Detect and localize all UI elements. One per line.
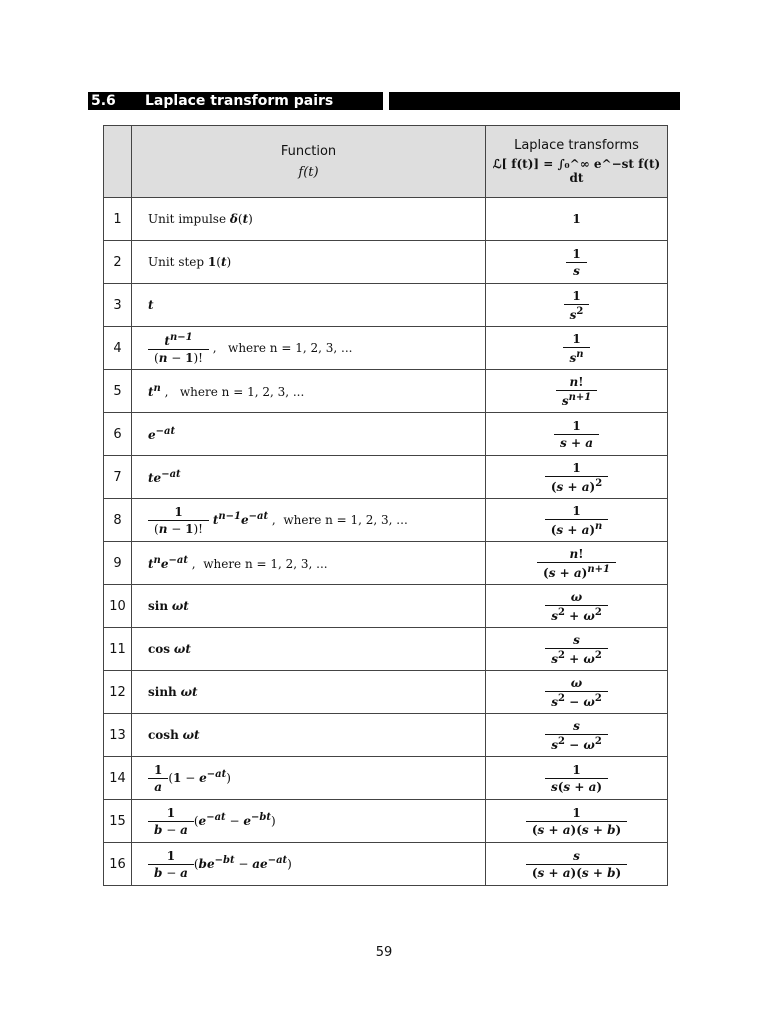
row-number: 11 bbox=[104, 628, 132, 671]
function-cell: sin ωt bbox=[132, 585, 486, 628]
header-transform-label: Laplace transforms bbox=[514, 138, 639, 153]
function-cell: cosh ωt bbox=[132, 714, 486, 757]
header-function-cell bbox=[132, 126, 486, 198]
row-number: 10 bbox=[104, 585, 132, 628]
table-row bbox=[104, 714, 668, 757]
section-heading-bar bbox=[88, 92, 680, 110]
transform-cell: 1 bbox=[486, 198, 668, 241]
row-number: 6 bbox=[104, 413, 132, 456]
row-number: 4 bbox=[104, 327, 132, 370]
table-row bbox=[104, 198, 668, 241]
function-cell: $te^{-at}$ bbox=[132, 456, 486, 499]
table-row bbox=[104, 456, 668, 499]
section-title: Laplace transform pairs bbox=[145, 93, 334, 109]
function-cell: $t^ne^{-at}$ , where n = 1, 2, 3, ... bbox=[132, 542, 486, 585]
function-cell: $\frac{1}{b - a}$ $(e^{-at} - e^{-bt})$ bbox=[132, 800, 486, 843]
transform-cell: $\frac{1}{s^2}$ bbox=[486, 284, 668, 327]
header-function-symbol: f(t) bbox=[298, 164, 319, 180]
table-row bbox=[104, 800, 668, 843]
function-cell: sinh ωt bbox=[132, 671, 486, 714]
row-number: 5 bbox=[104, 370, 132, 413]
table-row bbox=[104, 284, 668, 327]
header-number-cell bbox=[104, 126, 132, 198]
table-body bbox=[104, 198, 668, 886]
function-cell: Unit impulse δ(t) bbox=[132, 198, 486, 241]
header-transform-definition: ℒ[ f(t)] = ∫₀^∞ e^−st f(t) dt bbox=[492, 157, 661, 185]
transform-cell: $\frac{\omega}{s^2 - \omega^2}$ bbox=[486, 671, 668, 714]
table-row bbox=[104, 499, 668, 542]
heading-bar-gap bbox=[383, 92, 389, 110]
table-row bbox=[104, 628, 668, 671]
table-row bbox=[104, 370, 668, 413]
page-number: 59 bbox=[375, 945, 393, 960]
laplace-table bbox=[103, 125, 668, 886]
row-number: 15 bbox=[104, 800, 132, 843]
transform-cell: $\frac{1}{(s + a)^2}$ bbox=[486, 456, 668, 499]
function-cell: cos ωt bbox=[132, 628, 486, 671]
transform-cell: $\frac{s}{s^2 + \omega^2}$ bbox=[486, 628, 668, 671]
table-row bbox=[104, 542, 668, 585]
transform-cell: $\frac{1}{(s + a)^n}$ bbox=[486, 499, 668, 542]
transform-cell: $\frac{1}{s}$ bbox=[486, 241, 668, 284]
row-number: 2 bbox=[104, 241, 132, 284]
row-number: 14 bbox=[104, 757, 132, 800]
row-number: 9 bbox=[104, 542, 132, 585]
table-row bbox=[104, 241, 668, 284]
header-function-label: Function bbox=[280, 143, 337, 159]
table-row bbox=[104, 843, 668, 886]
transform-cell: $\frac{n!}{(s + a)^{n+1}}$ bbox=[486, 542, 668, 585]
row-number: 3 bbox=[104, 284, 132, 327]
function-cell: t bbox=[132, 284, 486, 327]
table-row bbox=[104, 757, 668, 800]
table-row bbox=[104, 671, 668, 714]
row-number: 1 bbox=[104, 198, 132, 241]
table-header-row bbox=[104, 126, 668, 198]
transform-cell: $\frac{s}{s^2 - \omega^2}$ bbox=[486, 714, 668, 757]
function-cell: $t^n$ , where n = 1, 2, 3, ... bbox=[132, 370, 486, 413]
row-number: 8 bbox=[104, 499, 132, 542]
transform-cell: $\frac{\omega}{s^2 + \omega^2}$ bbox=[486, 585, 668, 628]
table-row bbox=[104, 585, 668, 628]
transform-cell: $\frac{1}{(s + a)(s + b)}$ bbox=[486, 800, 668, 843]
function-cell: $\frac{t^{n-1}}{(n - 1)!}$ , where n = 1, 2, 3, ... bbox=[132, 327, 486, 370]
transform-cell: $\frac{s}{(s + a)(s + b)}$ bbox=[486, 843, 668, 886]
header-transform-cell bbox=[486, 126, 668, 198]
table-row bbox=[104, 413, 668, 456]
function-cell: $e^{-at}$ bbox=[132, 413, 486, 456]
function-cell: $\frac{1}{a}$ $(1 - e^{-at})$ bbox=[132, 757, 486, 800]
transform-cell: $\frac{1}{s^n}$ bbox=[486, 327, 668, 370]
table-row bbox=[104, 327, 668, 370]
function-cell: $\frac{1}{(n - 1)!}$ $t^{n-1}e^{-at}$ , where n = 1, 2, 3, ... bbox=[132, 499, 486, 542]
function-cell: $\frac{1}{b - a}$ $(be^{-bt} - ae^{-at})$ bbox=[132, 843, 486, 886]
row-number: 13 bbox=[104, 714, 132, 757]
row-number: 16 bbox=[104, 843, 132, 886]
transform-cell: $\frac{n!}{s^{n+1}}$ bbox=[486, 370, 668, 413]
transform-cell: $\frac{1}{s + a}$ bbox=[486, 413, 668, 456]
function-cell: Unit step 1(t) bbox=[132, 241, 486, 284]
row-number: 7 bbox=[104, 456, 132, 499]
section-number: 5.6 bbox=[91, 93, 116, 109]
transform-cell: $\frac{1}{s(s + a)}$ bbox=[486, 757, 668, 800]
row-number: 12 bbox=[104, 671, 132, 714]
